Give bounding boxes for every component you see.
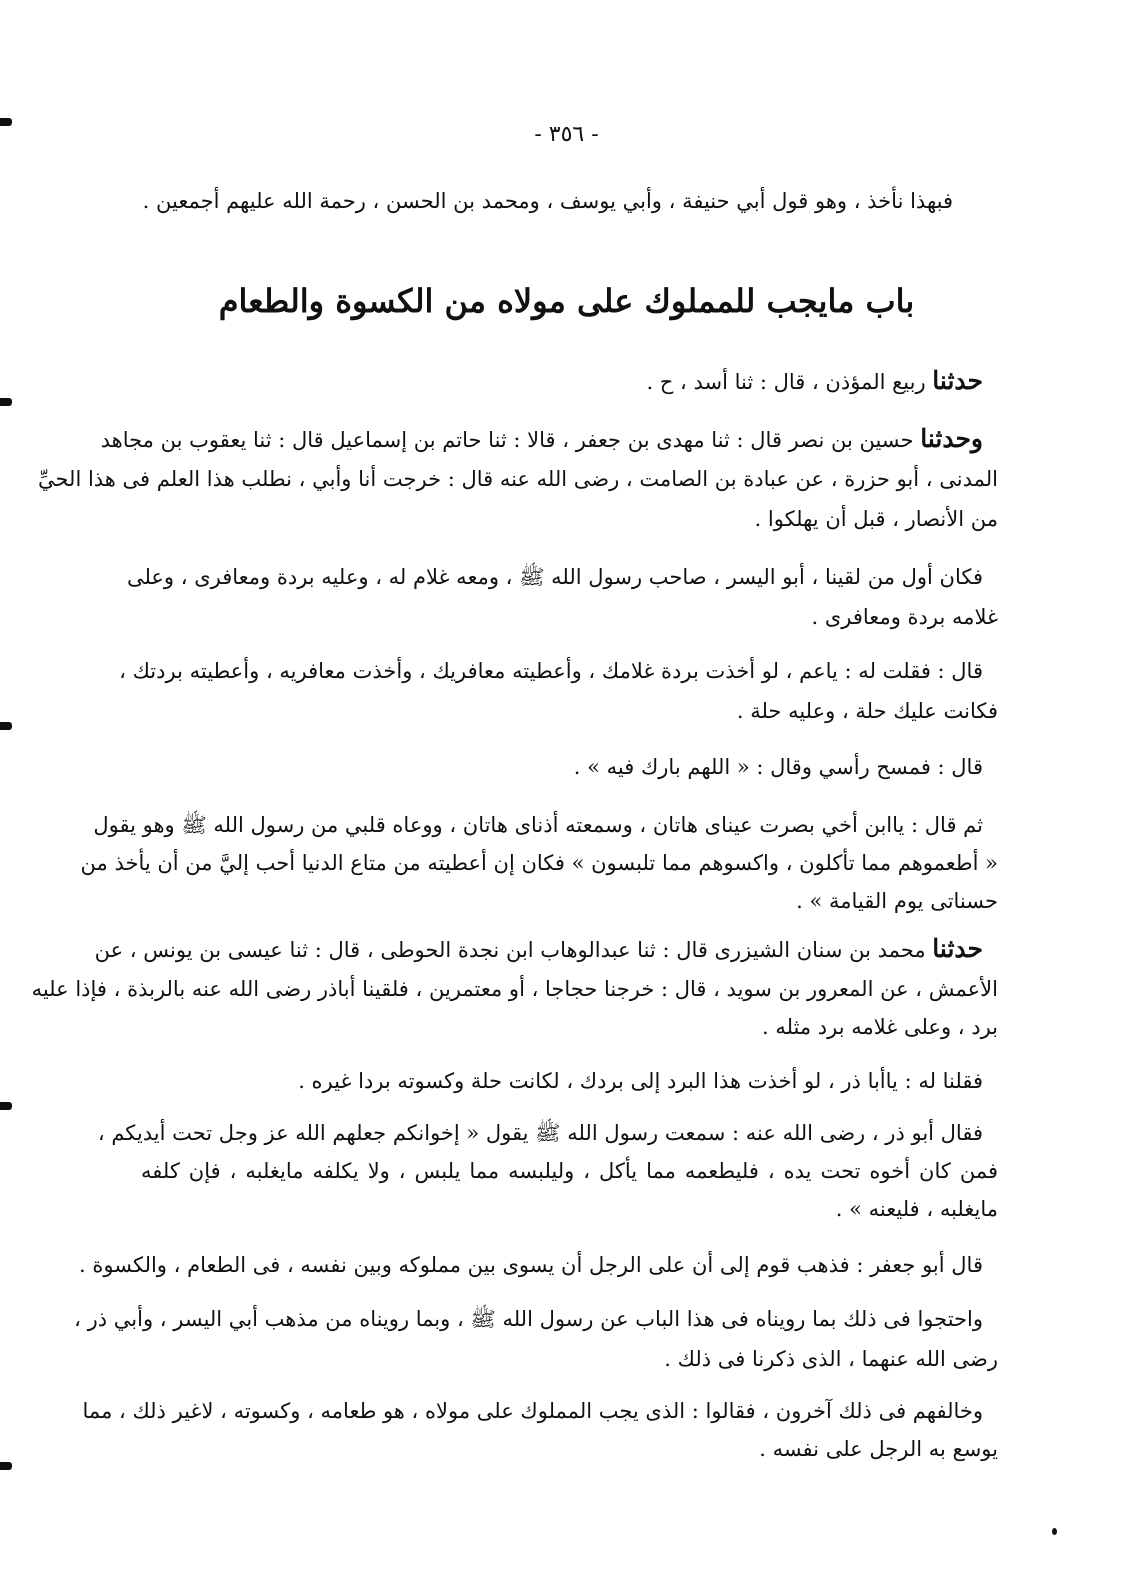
text-line [100,424,983,454]
text-line: واحتجوا فى ذلك بما رويناه فى هذا الباب عن رسول الله ﷺ ، وبما رويناه من مذهب أبي اليسر ، وأبي ذر ، [74,1307,983,1331]
text-line: فمن كان أخوه تحت يده ، فليطعمه مما يأكل ، وليلبسه مما يلبس ، ولا يكلفه مايغلبه ، فإن كلفه [141,1159,998,1183]
text-line: قال : فقلت له : ياعم ، لو أخذت بردة غلامك ، وأعطيته معافريك ، وأخذت معافريه ، وأعطيته بردتك ، [119,659,983,683]
margin-mark [0,1462,12,1470]
hadith-lead: حدثنا [932,366,983,395]
text-line: يوسع به الرجل على نفسه . [759,1437,998,1461]
text-line: حسناتى يوم القيامة » . [796,889,998,913]
text-line [143,366,983,396]
text-line: قال : فمسح رأسي وقال : « اللهم بارك فيه » . [573,755,983,779]
text-line: فكان أول من لقينا ، أبو اليسر ، صاحب رسول الله ﷺ ، ومعه غلام له ، وعليه بردة ومعافرى ، وعلى [126,565,983,589]
text-line: فقال أبو ذر ، رضى الله عنه : سمعت رسول الله ﷺ يقول « إخوانكم جعلهم الله عز وجل تحت أيديكم ، [97,1121,983,1145]
line-text: محمد بن سنان الشيزرى قال : ثنا عبدالوهاب ابن نجدة الحوطى ، قال : ثنا عيسى بن يونس ، عن [94,938,926,962]
scan-speck [1052,1528,1057,1535]
margin-mark [0,1102,12,1110]
text-line [94,934,983,964]
chapter-title: باب مايجب للمملوك على مولاه من الكسوة والطعام [218,282,915,320]
margin-mark [0,398,12,406]
text-line: غلامه بردة ومعافرى . [811,605,998,629]
hadith-lead: حدثنا [932,934,983,963]
page-number: - ٣٥٦ - [534,122,599,147]
text-line: من الأنصار ، قبل أن يهلكوا . [754,507,998,531]
text-line: برد ، وعلى غلامه برد مثله . [761,1015,998,1039]
text-line: المدنى ، أبو حزرة ، عن عبادة بن الصامت ، رضى الله عنه قال : خرجت أنا وأبي ، نطلب هذا العلم فى هذا الحيِّ [37,467,998,491]
text-line: « أطعموهم مما تأكلون ، واكسوهم مما تلبسون » فكان إن أعطيته من متاع الدنيا أحب إليَّ من أن يأخذ من [80,851,998,875]
text-line: ثم قال : ياابن أخي بصرت عيناى هاتان ، وسمعته أذناى هاتان ، ووعاه قلبي من رسول الله ﷺ وهو يقول [93,813,983,837]
text-line: وخالفهم فى ذلك آخرون ، فقالوا : الذى يجب المملوك على مولاه ، هو طعامه ، وكسوته ، لاغير ذلك ، مما [82,1399,983,1423]
text-line: رضى الله عنهما ، الذى ذكرنا فى ذلك . [664,1347,998,1371]
margin-mark [0,722,12,730]
hadith-lead: وحدثنا [920,424,983,453]
text-line: قال أبو جعفر : فذهب قوم إلى أن على الرجل أن يسوى بين مملوكه وبين نفسه ، فى الطعام ، والكسوة . [79,1253,983,1277]
text-line: فكانت عليك حلة ، وعليه حلة . [736,699,998,723]
text-line: مايغلبه ، فليعنه » . [835,1197,998,1221]
line-text: حسين بن نصر قال : ثنا مهدى بن جعفر ، قالا : ثنا حاتم بن إسماعيل قال : ثنا يعقوب بن مجاهد [100,428,914,452]
intro-line: فبهذا نأخذ ، وهو قول أبي حنيفة ، وأبي يوسف ، ومحمد بن الحسن ، رحمة الله عليهم أجمعين . [142,189,953,213]
text-line: فقلنا له : ياأبا ذر ، لو أخذت هذا البرد إلى بردك ، لكانت حلة وكسوته بردا غيره . [298,1069,983,1093]
text-line: الأعمش ، عن المعرور بن سويد ، قال : خرجنا حجاجا ، أو معتمرين ، فلقينا أباذر رضى الله عنه بالربذة ، فإذا عليه [31,977,998,1001]
line-text: ربيع المؤذن ، قال : ثنا أسد ، ح . [646,370,926,394]
